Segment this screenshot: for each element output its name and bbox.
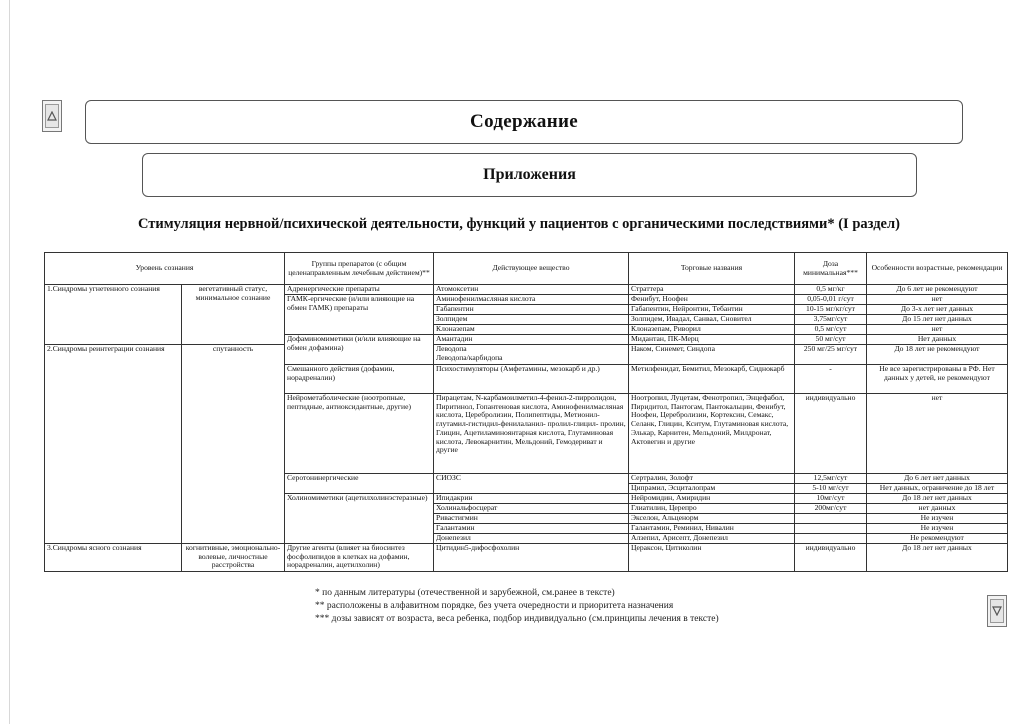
table-cell: Ноотропил, Луцетам, Фенотропил, Энцефабол, Пиридитол, Пантогам, Пантокальцин, Фенибут, Ноофен, Церебролизин, Кортексин, Семакс, Селанк, Глицин, Кситум, Глутаминовая кислота, Элькар, Карнитен, Мельдоний, Милдронат, Актовегин и другие xyxy=(629,394,795,474)
table-cell: До 3-х лет нет данных xyxy=(867,305,1008,315)
table-cell: 10-15 мг/кг/сут xyxy=(795,305,867,315)
table-cell: 50 мг/сут xyxy=(795,335,867,345)
table-cell: нет данных xyxy=(867,504,1008,514)
level-1-status: вегетативный статус, минимальное сознание xyxy=(182,285,285,345)
table-cell: Золпидем xyxy=(434,315,629,325)
contents-title-button[interactable]: Содержание xyxy=(85,100,963,144)
table-cell: Атомоксетин xyxy=(434,285,629,295)
table-cell: 10мг/сут xyxy=(795,494,867,504)
table-cell: Цитидин5-дифосфохолин xyxy=(434,544,629,572)
table-cell: Не рекомендуют xyxy=(867,534,1008,544)
table-cell: До 6 лет не рекомендуют xyxy=(867,285,1008,295)
group-adrenergic: Адренергические препараты xyxy=(285,285,434,295)
table-cell: Алзепил, Арисепт, Донепезил xyxy=(629,534,795,544)
footnote-1: * по данным литературы (отечественной и зарубежной, см.ранее в тексте) xyxy=(315,588,615,598)
group-neuro: Нейрометаболические (ноотропные, пептидные, антиоксидантные, другие) xyxy=(285,394,434,474)
table-cell: Метилфенидат, Бемитил, Мезокарб, Сиднокарб xyxy=(629,365,795,394)
table-cell: Мидантан, ПК-Мерц xyxy=(629,335,795,345)
table-cell: Не изучен xyxy=(867,514,1008,524)
table-cell: Ривастигмин xyxy=(434,514,629,524)
table-cell: 12,5мг/сут xyxy=(795,474,867,484)
table-row xyxy=(45,345,1008,365)
table-cell: Габапентин xyxy=(434,305,629,315)
table-row xyxy=(45,285,1008,295)
table-cell: индивидуально xyxy=(795,544,867,572)
level-2-status: спутанность xyxy=(182,345,285,544)
table-cell: Глиатилин, Церепро xyxy=(629,504,795,514)
table-cell: 250 мг/25 мг/сут xyxy=(795,345,867,365)
group-other: Другие агенты (влияет на биосинтез фосфолипидов в клетках на дофамин, норадреналин, ацетилхолин) xyxy=(285,544,434,572)
group-dopamine: Дофаминомиметики (и/или влияющие на обмен дофамина) xyxy=(285,335,434,365)
group-mixed: Смешанного действия (дофамин, норадреналин) xyxy=(285,365,434,394)
table-cell: До 18 лет нет данных xyxy=(867,494,1008,504)
table-cell: нет xyxy=(867,325,1008,335)
table-cell: Пирацетам, N-карбамоилметил-4-фенил-2-пирролидон, Пиритинол, Гопантеновая кислота, Аминофенилмасляная кислота, Церебролизин, Полипептиды, Метионил-глутамил-гистидил-фенилаланил- пролил-глицил- пролин, Глицин, Ацетиламиноянтарная кислота, Глутаминовая кислота, Левокарнитин, Мельдоний, Гемодериват и другие xyxy=(434,394,629,474)
table-cell xyxy=(434,345,629,365)
table-cell: Клоназепам xyxy=(434,325,629,335)
header-trade: Торговые названия xyxy=(629,253,795,285)
table-cell: Фенибут, Ноофен xyxy=(629,295,795,305)
table-cell: Наком, Синемет, Синдопа xyxy=(629,345,795,365)
group-gaba: ГАМК-ергические (и/или влияющие на обмен ГАМК) препараты xyxy=(285,295,434,335)
header-dose: Доза минимальная*** xyxy=(795,253,867,285)
table-cell: Цераксон, Цитиколин xyxy=(629,544,795,572)
table-cell: До 18 лет нет данных xyxy=(867,544,1008,572)
table-cell: 5-10 мг/сут xyxy=(795,484,867,494)
table-cell: - xyxy=(795,365,867,394)
footnote-3: *** дозы зависят от возраста, веса ребенка, подбор индивидуально (см.принципы лечения в тексте) xyxy=(315,614,719,624)
footnote-2: ** расположены в алфавитном порядке, без учета очередности и приоритета назначения xyxy=(315,601,674,611)
table-cell: Аминофенилмасляная кислота xyxy=(434,295,629,305)
table-cell: Не все зарегистрированы в РФ. Нет данных у детей, не рекомендуют xyxy=(867,365,1008,394)
table-cell: Габапентин, Нейронтин, Тебантин xyxy=(629,305,795,315)
table-cell: Галантамин, Реминил, Нивалин xyxy=(629,524,795,534)
table-header-row xyxy=(45,253,1008,285)
table-cell: 0,05-0,01 г/сут xyxy=(795,295,867,305)
table-cell: До 15 лет нет данных xyxy=(867,315,1008,325)
scroll-down-button[interactable] xyxy=(987,595,1007,627)
table-cell: Нет данных xyxy=(867,335,1008,345)
table-cell: индивидуально xyxy=(795,394,867,474)
table-cell: Нейромидин, Амиридин xyxy=(629,494,795,504)
triangle-up-icon xyxy=(45,104,59,128)
table-cell: Клоназепам, Риворил xyxy=(629,325,795,335)
table-cell: Психостимуляторы (Амфетамины, мезокарб и др.) xyxy=(434,365,629,394)
table-cell: Сертралин, Золофт xyxy=(629,474,795,484)
header-groups: Группы препаратов (с общим целенаправленным лечебным действием)** xyxy=(285,253,434,285)
table-cell: Холинальфосцерат xyxy=(434,504,629,514)
level-1-cell: 1.Синдромы угнетенного сознания xyxy=(45,285,182,345)
group-choline: Холиномиметики (ацетилхолинэстеразные) xyxy=(285,494,434,544)
scroll-up-button[interactable] xyxy=(42,100,62,132)
table-cell: Амантадин xyxy=(434,335,629,345)
header-age: Особенности возрастные, рекомендации xyxy=(867,253,1008,285)
section-heading: Стимуляция нервной/психической деятельности, функций у пациентов с органическими последствиями* (I раздел) xyxy=(138,216,900,232)
table-cell: Галантамин xyxy=(434,524,629,534)
level-3-cell: 3.Синдромы ясного сознания xyxy=(45,544,182,572)
level-3-status: когнитивные, эмоционально-волевые, личностные расстройства xyxy=(182,544,285,572)
table-cell: Экселон, Альценорм xyxy=(629,514,795,524)
substance-line: Леводопа/карбидопа xyxy=(436,352,503,362)
table-cell xyxy=(795,524,867,534)
header-substance: Действующее вещество xyxy=(434,253,629,285)
table-cell: нет xyxy=(867,295,1008,305)
table-cell: Страттера xyxy=(629,285,795,295)
table-cell: Нет данных, ограничение до 18 лет xyxy=(867,484,1008,494)
table-cell: Не изучен xyxy=(867,524,1008,534)
page-edge-rule xyxy=(9,0,10,724)
table-cell: нет xyxy=(867,394,1008,474)
table-cell xyxy=(795,514,867,524)
triangle-down-icon xyxy=(990,599,1004,623)
table-cell: 0,5 мг/кг xyxy=(795,285,867,295)
table-cell: Золпидем, Ивадал, Санвал, Сновител xyxy=(629,315,795,325)
table-cell: 0,5 мг/сут xyxy=(795,325,867,335)
header-level: Уровень сознания xyxy=(45,253,285,285)
table-cell: 200мг/сут xyxy=(795,504,867,514)
table-cell: Ипидакрин xyxy=(434,494,629,504)
table-cell: Ципрамил, Эсциталопрам xyxy=(629,484,795,494)
table-cell xyxy=(795,534,867,544)
level-2-cell: 2.Синдромы реинтеграции сознания xyxy=(45,345,182,544)
drug-table xyxy=(44,252,1008,572)
table-cell: До 18 лет не рекомендуют xyxy=(867,345,1008,365)
group-serotonin: Серотонинергические xyxy=(285,474,434,494)
table-cell: 3,75мг/сут xyxy=(795,315,867,325)
table-cell: Донепезил xyxy=(434,534,629,544)
substance-line: Леводопа xyxy=(436,344,467,353)
table-cell: СИОЗС xyxy=(434,474,629,494)
footnotes xyxy=(315,587,719,626)
table-cell: До 6 лет нет данных xyxy=(867,474,1008,484)
table-row xyxy=(45,544,1008,572)
appendices-button[interactable]: Приложения xyxy=(142,153,917,197)
